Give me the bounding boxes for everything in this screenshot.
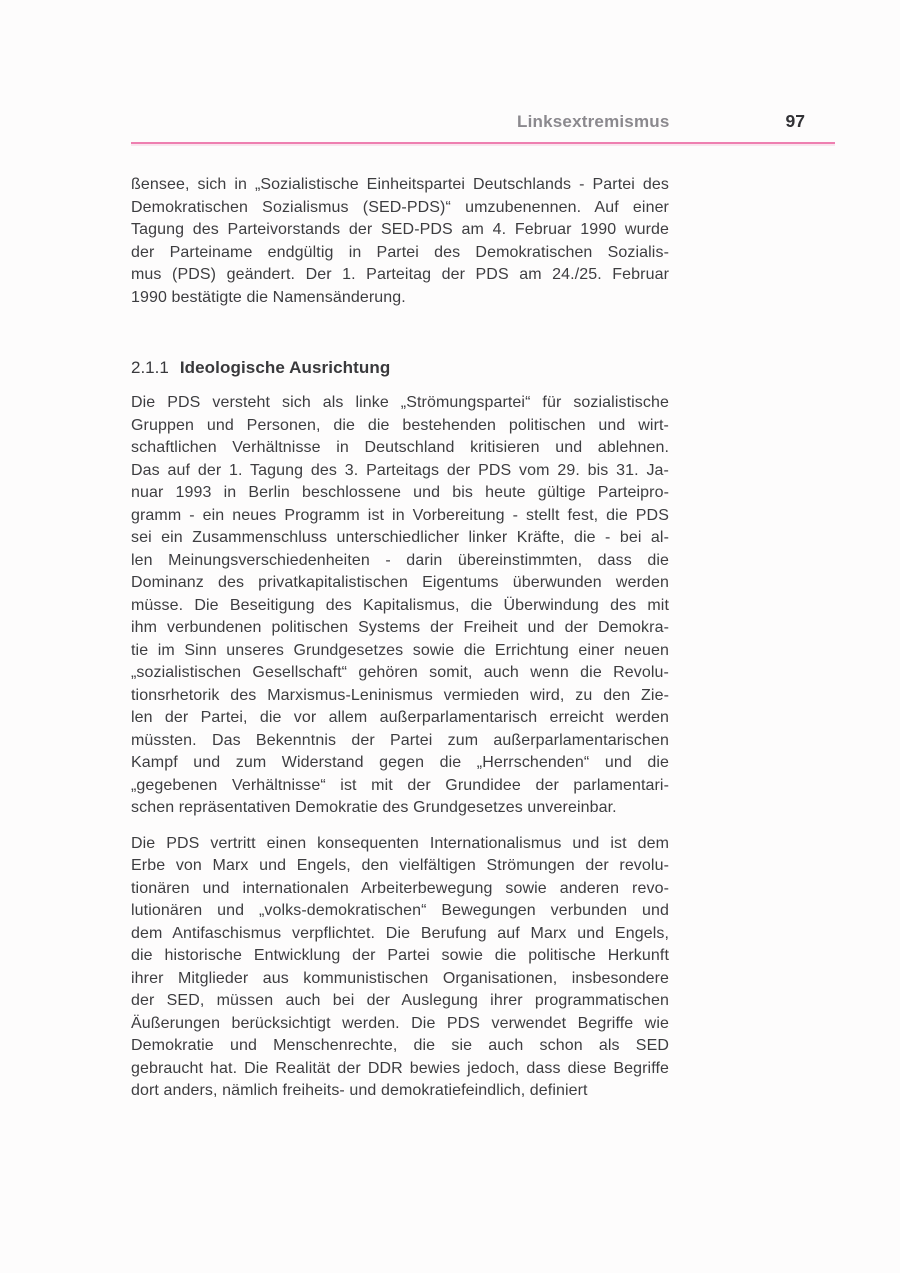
text-line: müssten. Das Bekenntnis der Partei zum außerparlamentarischen xyxy=(131,731,669,749)
paragraph-ideological-orientation xyxy=(131,392,669,820)
text-line: nuar 1993 in Berlin beschlossene und bis heute gültige Parteipro- xyxy=(131,484,669,501)
text-line: tionsrhetorik des Marxismus-Leninismus vermieden wird, zu den Zie- xyxy=(131,686,669,704)
section-heading-number: 2.1.1 xyxy=(131,358,169,377)
text-line: Demokratie und Menschenrechte, die sie auch schon als SED xyxy=(131,1037,669,1054)
text-line: müsse. Die Beseitigung des Kapitalismus, die Überwindung des mit xyxy=(131,596,669,614)
text-line: Dominanz des privatkapitalistischen Eigentums überwunden werden xyxy=(131,574,669,591)
text-line: der SED, müssen auch bei der Auslegung ihrer programmatischen xyxy=(131,992,669,1009)
text-line: Demokratischen Sozialismus (SED-PDS)“ umzubenennen. Auf einer xyxy=(131,198,669,216)
text-line: Äußerungen berücksichtigt werden. Die PDS verwendet Begriffe wie xyxy=(131,1014,669,1032)
text-line: Kampf und zum Widerstand gegen die „Herrschenden“ und die xyxy=(131,754,669,771)
text-line: len Meinungsverschiedenheiten - darin übereinstimmten, dass die xyxy=(131,551,669,569)
text-line: 1990 bestätigte die Namensänderung. xyxy=(131,288,406,306)
running-header xyxy=(131,111,835,144)
page-number: 97 xyxy=(785,111,805,131)
text-line: ihrer Mitglieder aus kommunistischen Organisationen, insbesondere xyxy=(131,969,669,987)
text-line: „sozialistischen Gesellschaft“ gehören somit, auch wenn die Revolu- xyxy=(131,664,669,681)
paragraph-renaming-sed-pds xyxy=(131,174,669,309)
text-line: Erbe von Marx und Engels, den vielfältigen Strömungen der revolu- xyxy=(131,857,669,874)
text-line: gramm - ein neues Programm ist in Vorbereitung - stellt fest, die PDS xyxy=(131,506,669,524)
section-heading-title: Ideologische Ausrichtung xyxy=(179,358,391,377)
text-line: Gruppen und Personen, die die bestehenden politischen und wirt- xyxy=(131,416,669,434)
text-line: mus (PDS) geändert. Der 1. Parteitag der PDS am 24./25. Februar xyxy=(131,266,669,283)
text-line: Tagung des Parteivorstands der SED-PDS am 4. Februar 1990 wurde xyxy=(131,221,669,238)
text-line: Das auf der 1. Tagung des 3. Parteitags der PDS vom 29. bis 31. Ja- xyxy=(131,461,669,479)
text-line: dort anders, nämlich freiheits- und demokratiefeindlich, definiert xyxy=(131,1082,588,1099)
body-text-column xyxy=(131,174,669,1103)
text-line: Die PDS vertritt einen konsequenten Internationalismus und ist dem xyxy=(131,834,669,852)
text-line: schen repräsentativen Demokratie des Grundgesetzes unvereinbar. xyxy=(131,799,617,816)
text-line: len der Partei, die vor allem außerparlamentarisch erreicht werden xyxy=(131,709,669,726)
text-line: die historische Entwicklung der Partei sowie die politische Herkunft xyxy=(131,947,669,964)
text-line: schaftlichen Verhältnisse in Deutschland kritisieren und ablehnen. xyxy=(131,439,669,456)
text-line: dem Antifaschismus verpflichtet. Die Berufung auf Marx und Engels, xyxy=(131,924,669,942)
text-line: Die PDS versteht sich als linke „Strömungspartei“ für sozialistische xyxy=(131,394,669,411)
text-line: tie im Sinn unseres Grundgesetzes sowie die Errichtung einer neuen xyxy=(131,641,669,659)
text-line: ßensee, sich in „Sozialistische Einheitspartei Deutschlands - Partei des xyxy=(131,176,669,193)
text-line: gebraucht hat. Die Realität der DDR bewies jedoch, dass diese Begriffe xyxy=(131,1059,669,1077)
text-line: „gegebenen Verhältnisse“ ist mit der Grundidee der parlamentari- xyxy=(131,776,669,794)
text-line: ihm verbundenen politischen Systems der Freiheit und der Demokra- xyxy=(131,619,669,636)
text-line: der Parteiname endgültig in Partei des Demokratischen Sozialis- xyxy=(131,243,669,261)
text-line: tionären und internationalen Arbeiterbewegung sowie anderen revo- xyxy=(131,879,669,897)
text-line: sei ein Zusammenschluss unterschiedlicher linker Kräfte, die - bei al- xyxy=(131,529,669,546)
header-section-title: Linksextremismus xyxy=(517,112,670,131)
text-line: lutionären und „volks-demokratischen“ Bewegungen verbunden und xyxy=(131,902,669,919)
paragraph-internationalism xyxy=(131,833,669,1103)
section-heading xyxy=(131,358,669,378)
